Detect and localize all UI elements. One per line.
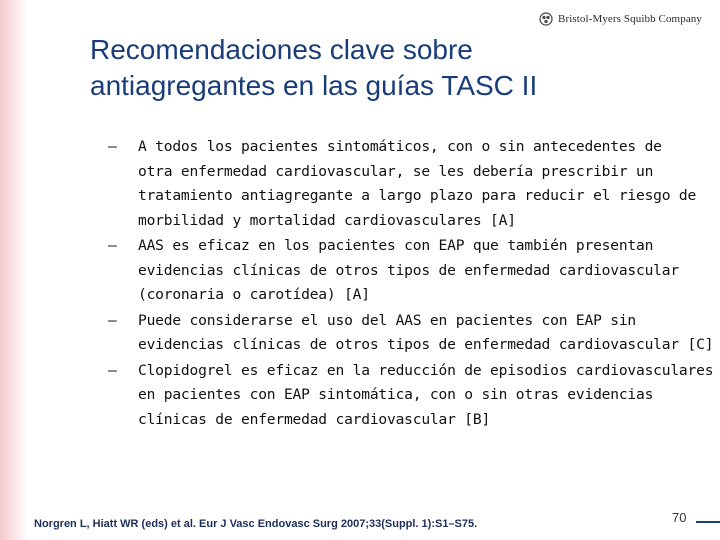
recommendations-list	[108, 135, 714, 433]
bms-logo-icon	[539, 12, 553, 26]
bullet-dash: –	[108, 361, 117, 379]
bullet-dash: –	[108, 138, 117, 155]
bullet-text-line: tratamiento antiagregante a largo plazo para reducir el riesgo de	[138, 187, 697, 204]
slide-title-line: antiagregantes en las guías TASC II	[90, 70, 538, 101]
page-number-rule	[696, 521, 720, 523]
bullet-text-line: morbilidad y mortalidad cardiovasculares [A]	[138, 211, 516, 229]
bullet-text-line: (coronaria o carotídea) [A]	[138, 286, 370, 303]
slide-title	[90, 32, 610, 104]
logo-text: Bristol-Myers Squibb Company	[558, 13, 702, 25]
slide-title-line: Recomendaciones clave sobre	[90, 34, 473, 65]
citation-reference: Norgren L, Hiatt WR (eds) et al. Eur J Vasc Endovasc Surg 2007;33(Suppl. 1):S1–S75.	[34, 518, 478, 530]
recommendation-item	[108, 359, 714, 433]
bullet-text-line: AAS es eficaz en los pacientes con EAP que también presentan	[138, 237, 654, 254]
bullet-text-line: evidencias clínicas de otros tipos de enfermedad cardiovascular [C]	[138, 336, 714, 353]
bullet-text-line: en pacientes con EAP sintomática, con o sin otras evidencias	[138, 386, 654, 403]
recommendation-item	[108, 309, 714, 358]
company-logo	[539, 12, 702, 26]
recommendation-item	[108, 234, 708, 308]
bullet-text-line: Clopidogrel es eficaz en la reducción de episodios cardiovasculares	[138, 361, 714, 379]
bullet-text-line: evidencias clínicas de otros tipos de enfermedad cardiovascular	[138, 261, 679, 279]
bullet-text-line: clínicas de enfermedad cardiovascular [B]	[138, 410, 491, 428]
recommendation-item	[108, 135, 708, 233]
page-number: 70	[672, 510, 687, 525]
bullet-dash: –	[108, 311, 117, 329]
decorative-left-bar	[0, 0, 28, 540]
bullet-text-line: A todos los pacientes sintomáticos, con o sin antecedentes de	[138, 138, 662, 155]
bullet-text-line: Puede considerarse el uso del AAS en pacientes con EAP sin	[138, 311, 636, 329]
bullet-dash: –	[108, 237, 117, 254]
bullet-text-line: otra enfermedad cardiovascular, se les debería prescribir un	[138, 162, 654, 180]
